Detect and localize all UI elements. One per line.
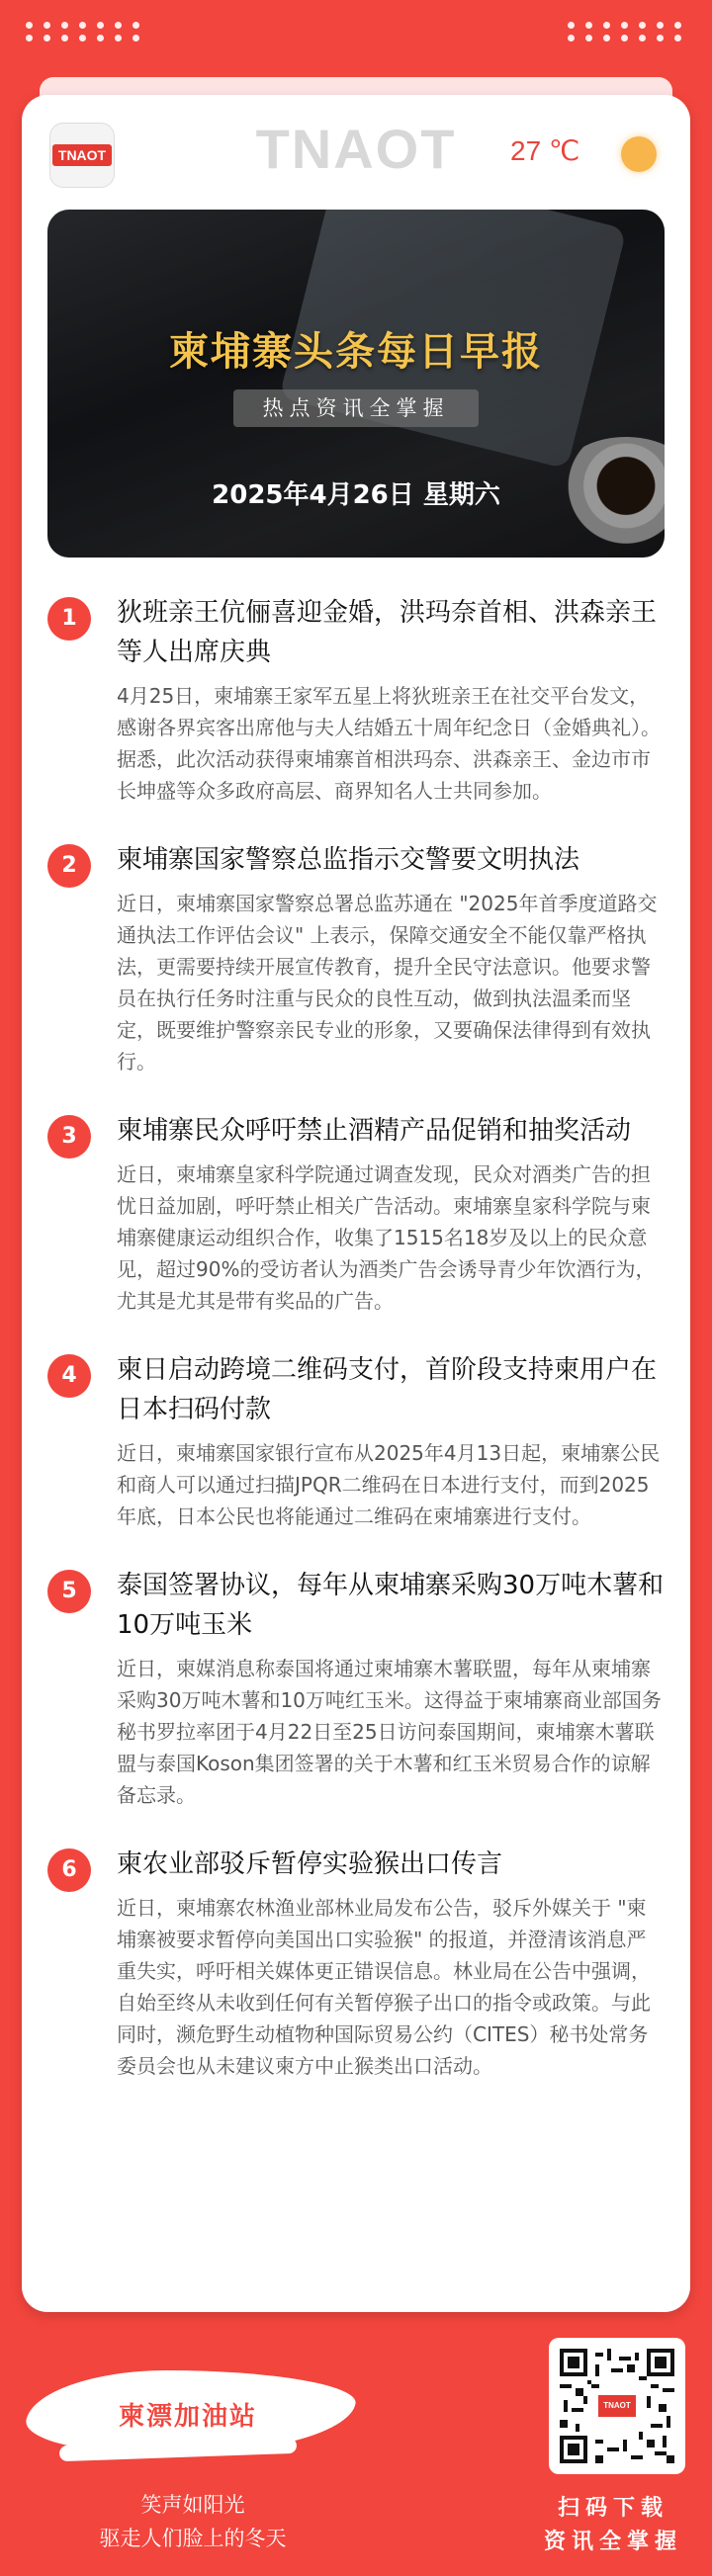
download-line-1: 扫码下载 <box>557 2496 668 2521</box>
sun-icon <box>621 136 657 172</box>
temperature: 27 ℃ <box>510 135 580 166</box>
news-item[interactable] <box>47 1566 665 1811</box>
news-number-badge: 5 <box>47 1570 91 1613</box>
news-number-badge: 4 <box>47 1354 91 1398</box>
hero-title: 柬埔寨头条每日早报 <box>169 329 543 375</box>
news-item[interactable] <box>47 593 665 807</box>
news-body: 近日，柬埔寨国家银行宣布从2025年4月13日起，柬埔寨公民和商人可以通过扫描JPQR二维码在日本进行支付，而到2025年底，日本公民也将能通过二维码在柬埔寨进行支付。 <box>117 1441 661 1528</box>
news-body: 近日，柬埔寨皇家科学院通过调查发现，民众对酒类广告的担忧日益加剧，呼吁禁止相关广告活动。柬埔寨皇家科学院与柬埔寨健康运动组织合作，收集了1515名18岁及以上的民众意见，超过90%的受访者认为酒类广告会诱导青少年饮酒行为，尤其是尤其是带有奖品的广告。 <box>117 1162 656 1313</box>
hero-banner <box>47 210 665 558</box>
app-logo-text: TNAOT <box>52 144 112 166</box>
news-body: 4月25日，柬埔寨王家军五星上将狄班亲王在社交平台发文，感谢各界宾客出席他与夫人结婚五十周年纪念日（金婚典礼）。据悉，此次活动获得柬埔寨首相洪玛奈、洪森亲王、金边市市长坤盛等众多政府高层、商界知名人士共同参加。 <box>117 684 661 803</box>
news-title[interactable]: 狄班亲王伉俪喜迎金婚，洪玛奈首相、洪森亲王等人出席庆典 <box>117 598 658 667</box>
news-title[interactable]: 柬农业部驳斥暂停实验猴出口传言 <box>117 1849 503 1879</box>
news-title[interactable]: 柬日启动跨境二维码支付，首阶段支持柬用户在日本扫码付款 <box>117 1355 658 1424</box>
news-number-badge: 2 <box>47 844 91 888</box>
news-item[interactable] <box>47 1845 665 2082</box>
brand-title: TNAOT <box>255 118 457 180</box>
news-item[interactable] <box>47 1111 665 1317</box>
news-title[interactable]: 泰国签署协议，每年从柬埔寨采购30万吨木薯和10万吨玉米 <box>117 1571 665 1640</box>
news-body: 近日，柬埔寨国家警察总署总监苏通在 "2025年首季度道路交通执法工作评估会议" 上表示，保障交通安全不能仅靠严格执法，更需要持续开展宣传教育，提升全民守法意识。他要求警员在执行任务时注重与民众的良性互动，做到执法温柔而坚定，既要维护警察亲民专业的形象，又要确保法律得到有效执行。 <box>117 892 658 1073</box>
news-title[interactable]: 柬埔寨民众呼吁禁止酒精产品促销和抽奖活动 <box>117 1116 632 1146</box>
news-title[interactable]: 柬埔寨国家警察总监指示交警要文明执法 <box>117 845 580 875</box>
decor-dots-right <box>568 22 686 42</box>
news-number-badge: 1 <box>47 597 91 641</box>
footer-channel-name: 柬漂加油站 <box>119 2402 258 2432</box>
news-list <box>47 593 665 2115</box>
slogan-line-1: 笑声如阳光 <box>140 2493 245 2517</box>
news-item[interactable] <box>47 840 665 1077</box>
news-number-badge: 6 <box>47 1848 91 1892</box>
news-body: 近日，柬埔寨农林渔业部林业局发布公告，驳斥外媒关于 "柬埔寨被要求暂停向美国出口实验猴" 的报道，并澄清该消息严重失实，呼吁相关媒体更正错误信息。林业局在公告中强调，自始至终从未收到任何有关暂停猴子出口的指令或政策。与此同时，濒危野生动植物种国际贸易公约（CITES）秘书处常务委员会也从未建议柬方中止猴类出口活动。 <box>117 1896 651 2078</box>
qr-code[interactable] <box>549 2338 685 2474</box>
hero-subtitle: 热点资讯全掌握 <box>233 389 479 427</box>
hero-date: 2025年4月26日 星期六 <box>212 480 500 510</box>
slogan-line-2: 驱走人们脸上的冬天 <box>99 2527 287 2550</box>
download-line-2: 资讯全掌握 <box>543 2530 682 2554</box>
news-body: 近日，柬媒消息称泰国将通过柬埔寨木薯联盟，每年从柬埔寨采购30万吨木薯和10万吨红玉米。这得益于柬埔寨商业部国务秘书罗拉率团于4月22日至25日访问泰国期间，柬埔寨木薯联盟与泰国Koson集团签署的关于木薯和红玉米贸易合作的谅解备忘录。 <box>117 1657 662 1807</box>
news-item[interactable] <box>47 1350 665 1532</box>
qr-logo: TNAOT <box>598 2395 636 2417</box>
news-number-badge: 3 <box>47 1115 91 1159</box>
decor-dots-left <box>26 22 144 42</box>
